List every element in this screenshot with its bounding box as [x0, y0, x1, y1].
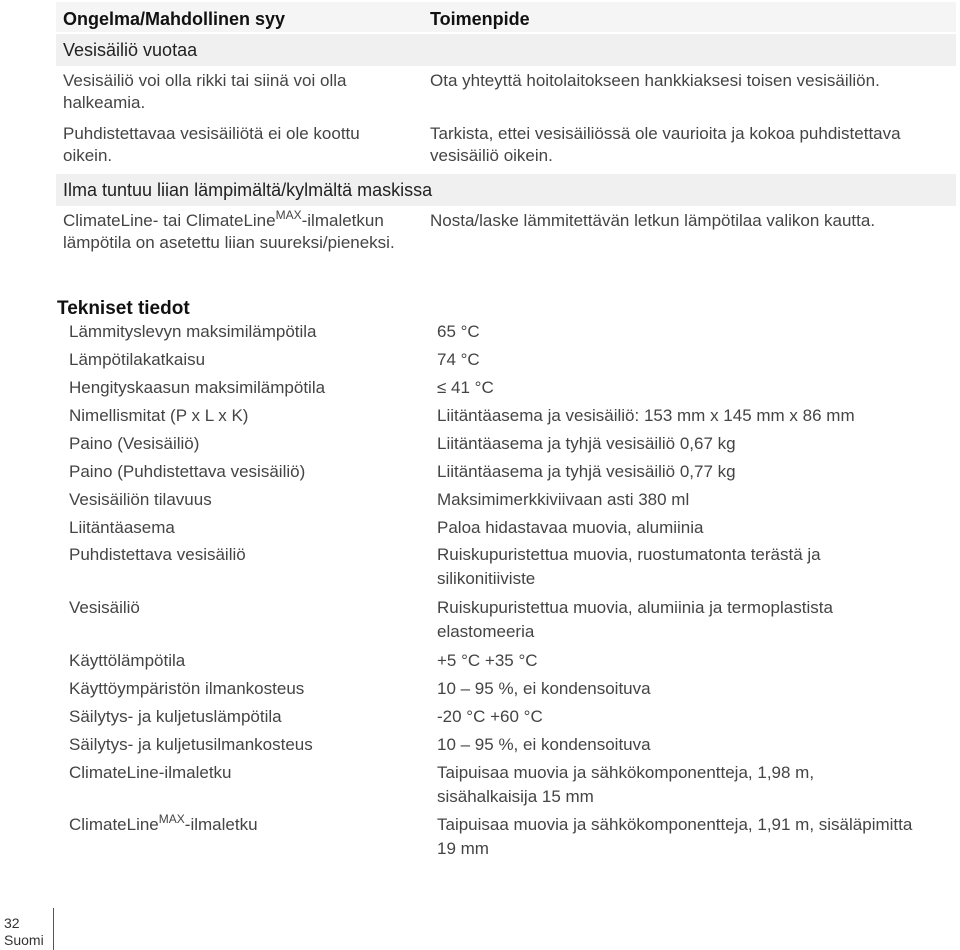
spec-value: Liitäntäasema ja tyhjä vesisäiliö 0,67 kg: [437, 434, 736, 453]
spec-value: Liitäntäasema ja tyhjä vesisäiliö 0,77 kg: [437, 462, 736, 481]
spec-label: Säilytys- ja kuljetuslämpötila: [69, 707, 282, 726]
spec-value: Ruiskupuristettua muovia, ruostumatonta terästä ja silikonitiiviste: [437, 545, 821, 588]
section-title: Vesisäiliö vuotaa: [63, 40, 198, 60]
section-title: Ilma tuntuu liian lämpimältä/kylmältä maskissa: [63, 180, 433, 200]
section-row: [56, 174, 956, 206]
column-header-problem: Ongelma/Mahdollinen syy: [63, 9, 286, 29]
spec-value: Ruiskupuristettua muovia, alumiinia ja termoplastista elastomeeria: [437, 598, 833, 641]
spec-label: Paino (Puhdistettava vesisäiliö): [69, 462, 306, 481]
spec-label: Lämpötilakatkaisu: [69, 350, 206, 369]
page-number: 32: [4, 915, 20, 931]
section-row: [56, 34, 956, 66]
column-header-action: Toimenpide: [430, 9, 530, 29]
spec-label: Puhdistettava vesisäiliö: [69, 545, 246, 564]
max-superscript: MAX: [158, 812, 185, 826]
cause-text-post: -ilmaletkun lämpötila on asetettu liian suureksi/pieneksi.: [63, 211, 395, 252]
spec-label: Lämmityslevyn maksimilämpötila: [69, 322, 317, 341]
action-cell: Ota yhteyttä hoitolaitokseen hankkiaksesi toisen vesisäiliön.: [430, 71, 880, 90]
spec-label-pre: ClimateLine: [69, 815, 159, 834]
spec-value: 65 °C: [437, 322, 480, 341]
table-header: [56, 2, 956, 32]
spec-label: Käyttölämpötila: [69, 651, 186, 670]
spec-label: ClimateLine-ilmaletku: [69, 763, 232, 782]
specs-title: Tekniset tiedot: [57, 298, 190, 319]
spec-value: Liitäntäasema ja vesisäiliö: 153 mm x 145 mm x 86 mm: [437, 406, 855, 425]
page-language: Suomi: [4, 932, 44, 948]
spec-value: -20 °C +60 °C: [437, 707, 543, 726]
max-superscript: MAX: [275, 208, 302, 222]
cause-cell: Vesisäiliö voi olla rikki tai siinä voi olla halkeamia.: [63, 71, 347, 112]
spec-value: +5 °C +35 °C: [437, 651, 538, 670]
spec-label: Nimellismitat (P x L x K): [69, 406, 249, 425]
spec-value: 74 °C: [437, 350, 480, 369]
spec-label: [69, 813, 429, 837]
page-footer: [4, 915, 44, 949]
spec-label: Liitäntäasema: [69, 518, 175, 537]
spec-value: 10 – 95 %, ei kondensoituva: [437, 679, 651, 698]
spec-label: Vesisäiliö: [69, 598, 140, 617]
spec-value: ≤ 41 °C: [437, 378, 494, 397]
action-cell: Tarkista, ettei vesisäiliössä ole vaurioita ja kokoa puhdistettava vesisäiliö oikein.: [430, 124, 901, 165]
action-cell: Nosta/laske lämmitettävän letkun lämpötilaa valikon kautta.: [430, 211, 876, 230]
spec-label: Säilytys- ja kuljetusilmankosteus: [69, 735, 313, 754]
spec-value: 10 – 95 %, ei kondensoituva: [437, 735, 651, 754]
footer-divider: [53, 908, 54, 950]
spec-value: Paloa hidastavaa muovia, alumiinia: [437, 518, 704, 537]
cause-cell: [63, 210, 403, 254]
cause-text-pre: ClimateLine- tai ClimateLine: [63, 211, 276, 230]
spec-label: Vesisäiliön tilavuus: [69, 490, 212, 509]
spec-label: Paino (Vesisäiliö): [69, 434, 200, 453]
spec-value: Maksimimerkkiviivaan asti 380 ml: [437, 490, 690, 509]
spec-value: Taipuisaa muovia ja sähkökomponentteja, 1,98 m, sisähalkaisija 15 mm: [437, 763, 815, 806]
spec-label: Käyttöympäristön ilmankosteus: [69, 679, 305, 698]
spec-value: Taipuisaa muovia ja sähkökomponentteja, 1,91 m, sisäläpimitta 19 mm: [437, 815, 913, 858]
spec-label-post: -ilmaletku: [184, 815, 258, 834]
cause-cell: Puhdistettavaa vesisäiliötä ei ole koottu oikein.: [63, 124, 360, 165]
spec-label: Hengityskaasun maksimilämpötila: [69, 378, 326, 397]
